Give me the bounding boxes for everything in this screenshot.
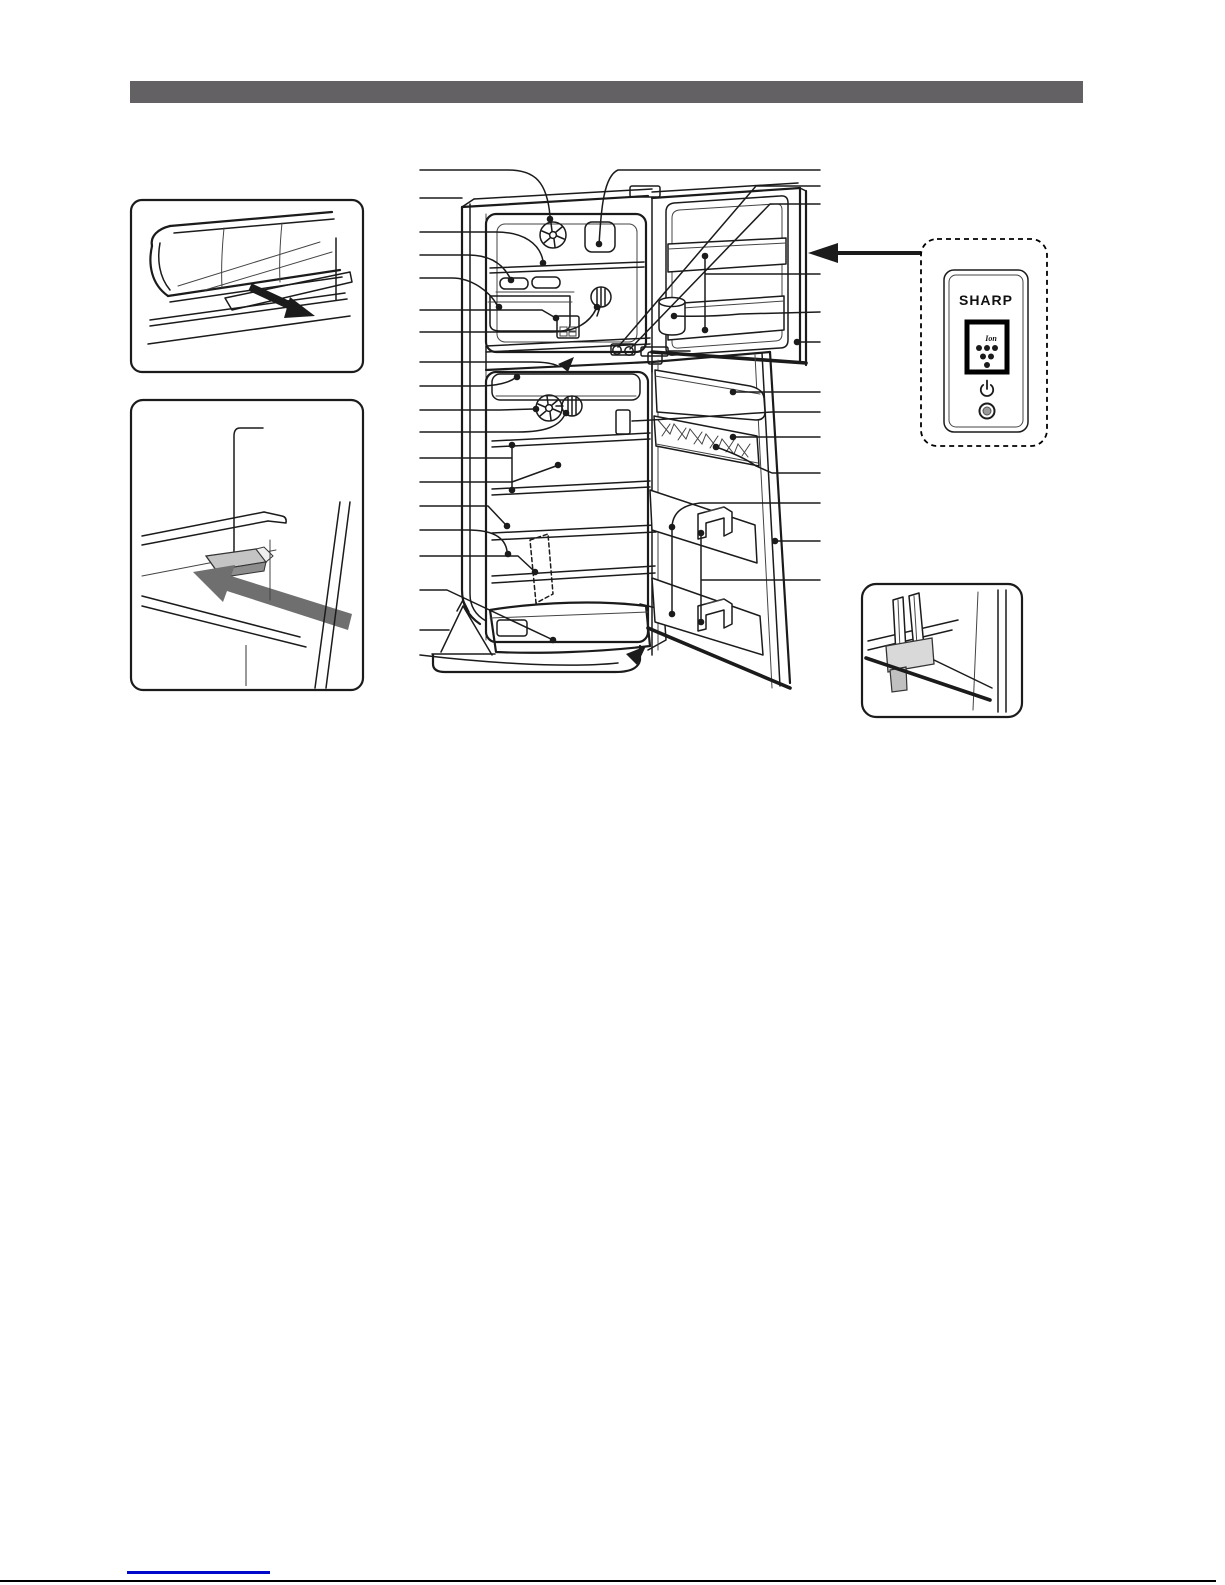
inset-utility-cover (131, 200, 363, 372)
callout-lines-left (420, 170, 646, 665)
freezer-fan-icon (540, 222, 566, 248)
brand-logo: SHARP (958, 292, 1014, 308)
cool-air-arrow-icon (558, 357, 574, 372)
insert-arrow-icon (193, 565, 352, 630)
panel-pointer-arrow-icon (808, 243, 921, 263)
footer-link-underline[interactable] (127, 1571, 270, 1574)
svg-text:Ion: Ion (985, 334, 997, 343)
fridge-fan-icon (536, 395, 562, 421)
freezer-door (648, 183, 806, 372)
freezer-dial-icon (591, 287, 611, 307)
slide-out-arrow-icon (250, 287, 315, 318)
fridge-door (648, 352, 790, 688)
control-panel-inset (921, 239, 1047, 446)
plasmacluster-ion-icon (967, 322, 1007, 372)
inset-deodorizer (131, 400, 363, 690)
light-switch (616, 410, 630, 434)
inset-bottle-holder (862, 584, 1022, 717)
power-button-led (980, 404, 995, 419)
power-icon (981, 381, 993, 396)
vegetable-case-partition (530, 534, 553, 603)
page-bottom-rule (0, 1580, 1216, 1582)
